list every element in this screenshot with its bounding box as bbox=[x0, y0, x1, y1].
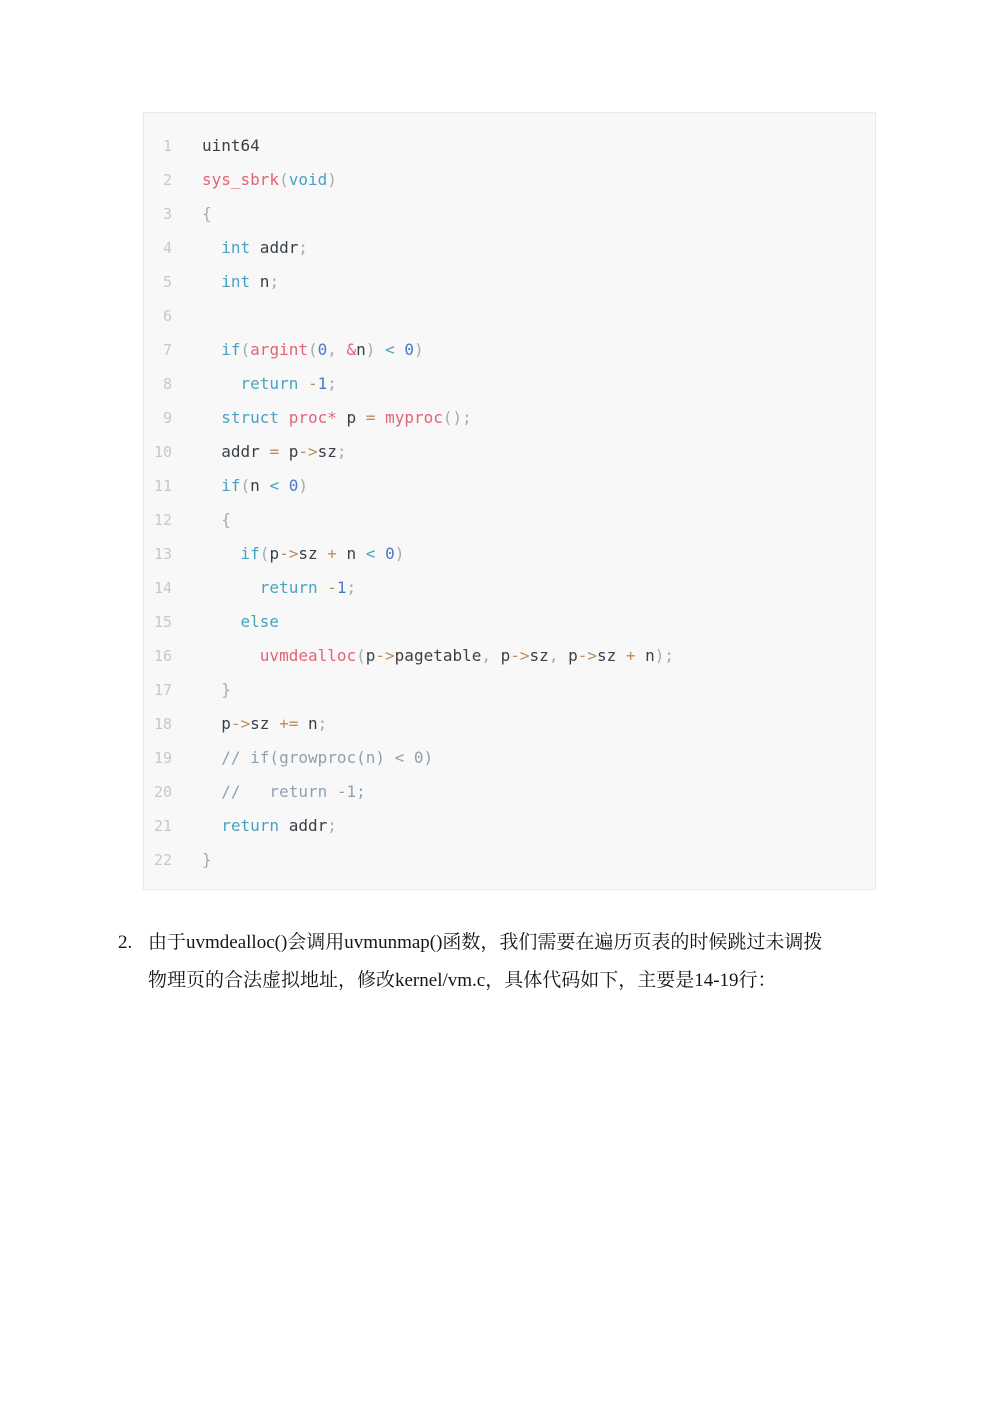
code-line bbox=[144, 741, 865, 775]
code-token: if bbox=[221, 476, 241, 495]
code-line bbox=[144, 809, 865, 843]
code-token: // if(growproc(n) < 0) bbox=[221, 748, 434, 767]
code-token bbox=[202, 748, 221, 767]
code-line bbox=[144, 435, 865, 469]
code-token bbox=[375, 408, 385, 427]
code-token bbox=[298, 374, 308, 393]
line-number: 20 bbox=[153, 783, 172, 801]
code-token: < bbox=[385, 340, 395, 359]
line-number: 3 bbox=[162, 205, 172, 223]
code-token: 1 bbox=[317, 374, 328, 393]
code-token: sys_sbrk bbox=[202, 170, 280, 189]
code-text bbox=[202, 333, 424, 367]
code-line bbox=[144, 367, 865, 401]
paragraph-line: 物理页的合法虚拟地址，修改kernel/vm.c，具体代码如下，主要是14-19行： bbox=[148, 970, 777, 991]
code-token: p bbox=[336, 408, 366, 427]
code-token: n bbox=[336, 544, 366, 563]
code-token bbox=[375, 544, 385, 563]
code-token: < bbox=[269, 476, 280, 495]
code-line bbox=[144, 775, 865, 809]
code-text bbox=[202, 673, 231, 707]
code-token bbox=[202, 408, 221, 427]
code-text bbox=[202, 367, 337, 401]
code-token: = bbox=[365, 408, 376, 427]
code-token: { bbox=[202, 204, 212, 223]
code-token: ; bbox=[336, 442, 347, 461]
code-token: 0 bbox=[404, 340, 414, 359]
code-line bbox=[144, 163, 865, 197]
line-number: 1 bbox=[162, 137, 172, 155]
code-token: argint bbox=[250, 340, 308, 359]
code-token: addr bbox=[250, 238, 299, 257]
code-line bbox=[144, 333, 865, 367]
code-token: -> bbox=[375, 646, 395, 665]
code-text bbox=[202, 741, 433, 775]
code-token: -> bbox=[298, 442, 318, 461]
code-line bbox=[144, 639, 865, 673]
code-token: sz bbox=[596, 646, 626, 665]
code-lines bbox=[144, 129, 865, 877]
line-number: 9 bbox=[162, 409, 172, 427]
code-token: ; bbox=[327, 816, 337, 835]
line-number: 14 bbox=[153, 579, 172, 597]
code-token: if bbox=[240, 544, 260, 563]
code-token: += bbox=[279, 714, 299, 733]
code-line bbox=[144, 231, 865, 265]
code-token: ; bbox=[327, 374, 337, 393]
code-line bbox=[144, 197, 865, 231]
code-token: -> bbox=[577, 646, 597, 665]
code-text bbox=[202, 843, 212, 877]
code-token: uint64 bbox=[202, 136, 260, 155]
code-token: -> bbox=[510, 646, 530, 665]
line-number: 16 bbox=[153, 647, 172, 665]
line-number: 2 bbox=[162, 171, 172, 189]
code-text bbox=[202, 469, 308, 503]
code-line bbox=[144, 673, 865, 707]
line-number: 18 bbox=[153, 715, 172, 733]
code-token: ; bbox=[298, 238, 308, 257]
code-token: if bbox=[221, 340, 241, 359]
code-token: 0 bbox=[288, 476, 299, 495]
code-token: proc* bbox=[288, 408, 337, 427]
code-token: } bbox=[221, 680, 231, 699]
code-token: n bbox=[635, 646, 655, 665]
code-token: + bbox=[327, 544, 337, 563]
code-line bbox=[144, 843, 865, 877]
code-token: int bbox=[221, 272, 251, 291]
list-item-text bbox=[148, 924, 908, 1000]
code-token bbox=[202, 238, 221, 257]
code-token: n bbox=[356, 340, 366, 359]
code-text bbox=[202, 197, 212, 231]
code-line bbox=[144, 265, 865, 299]
code-token: ( bbox=[240, 476, 251, 495]
code-block bbox=[143, 112, 876, 890]
numbered-list-item bbox=[118, 924, 908, 1000]
code-token bbox=[202, 646, 260, 665]
code-token: ) bbox=[365, 340, 376, 359]
code-token: p bbox=[500, 646, 511, 665]
code-token: uvmdealloc bbox=[259, 646, 357, 665]
code-token: n bbox=[298, 714, 318, 733]
code-token bbox=[202, 816, 221, 835]
code-token bbox=[202, 272, 221, 291]
code-token bbox=[202, 374, 241, 393]
code-line bbox=[144, 605, 865, 639]
code-token: pagetable bbox=[394, 646, 482, 665]
code-token bbox=[202, 340, 221, 359]
code-token: ; bbox=[269, 272, 280, 291]
code-token: ( bbox=[240, 340, 251, 359]
code-token: return bbox=[221, 816, 280, 835]
code-token: sz bbox=[250, 714, 280, 733]
code-text bbox=[202, 129, 260, 163]
code-token: int bbox=[221, 238, 251, 257]
code-token bbox=[202, 544, 241, 563]
code-token bbox=[375, 340, 385, 359]
code-token bbox=[202, 612, 241, 631]
code-text bbox=[202, 775, 366, 809]
code-line bbox=[144, 299, 865, 333]
code-token bbox=[279, 408, 289, 427]
code-token: 1 bbox=[336, 578, 347, 597]
code-token: n bbox=[250, 476, 270, 495]
code-token: ( bbox=[259, 544, 270, 563]
code-text bbox=[202, 503, 231, 537]
code-line bbox=[144, 469, 865, 503]
code-token: ) bbox=[298, 476, 308, 495]
code-token: p bbox=[279, 442, 299, 461]
code-token bbox=[279, 476, 289, 495]
code-token: addr bbox=[202, 442, 270, 461]
code-line bbox=[144, 571, 865, 605]
code-token: ); bbox=[654, 646, 675, 665]
code-token: ( bbox=[279, 170, 289, 189]
code-token: struct bbox=[221, 408, 280, 427]
code-token bbox=[202, 510, 221, 529]
code-text bbox=[202, 265, 279, 299]
code-text bbox=[202, 605, 279, 639]
paragraph-line: 由于uvmdealloc()会调用uvmunmap()函数，我们需要在遍历页表的时候跳过未调拨 bbox=[148, 932, 823, 953]
code-token: ( bbox=[356, 646, 366, 665]
code-token: return bbox=[259, 578, 318, 597]
code-line bbox=[144, 401, 865, 435]
code-token: } bbox=[202, 850, 212, 869]
line-number: 22 bbox=[153, 851, 172, 869]
line-number: 10 bbox=[153, 443, 172, 461]
code-text bbox=[202, 435, 347, 469]
code-token: & bbox=[346, 340, 357, 359]
code-token: ) bbox=[394, 544, 405, 563]
code-text bbox=[202, 809, 337, 843]
code-token: ; bbox=[346, 578, 357, 597]
line-number: 11 bbox=[153, 477, 172, 495]
code-token: ; bbox=[317, 714, 328, 733]
line-number: 5 bbox=[162, 273, 172, 291]
code-token: ( bbox=[307, 340, 318, 359]
code-token: void bbox=[288, 170, 328, 189]
code-token: else bbox=[240, 612, 280, 631]
line-number: 7 bbox=[162, 341, 172, 359]
line-number: 19 bbox=[153, 749, 172, 767]
code-token: ) bbox=[327, 170, 337, 189]
code-token: = bbox=[269, 442, 280, 461]
code-token: return bbox=[240, 374, 299, 393]
line-number: 21 bbox=[153, 817, 172, 835]
code-text bbox=[202, 639, 674, 673]
code-line bbox=[144, 537, 865, 571]
code-line bbox=[144, 707, 865, 741]
code-token: p bbox=[365, 646, 376, 665]
code-token: sz bbox=[317, 442, 337, 461]
code-token: 0 bbox=[317, 340, 328, 359]
code-token: sz bbox=[298, 544, 328, 563]
list-item-number: 2. bbox=[118, 932, 133, 953]
code-text bbox=[202, 571, 356, 605]
code-token: n bbox=[250, 272, 270, 291]
code-token: - bbox=[307, 374, 318, 393]
code-text bbox=[202, 231, 308, 265]
code-token: // return -1; bbox=[221, 782, 366, 801]
code-token: + bbox=[625, 646, 636, 665]
line-number: 15 bbox=[153, 613, 172, 631]
code-token bbox=[202, 782, 221, 801]
code-token: addr bbox=[279, 816, 328, 835]
line-number: 4 bbox=[162, 239, 172, 257]
code-token: sz bbox=[529, 646, 549, 665]
code-line bbox=[144, 503, 865, 537]
line-number: 17 bbox=[153, 681, 172, 699]
code-token: -> bbox=[279, 544, 299, 563]
code-token: -> bbox=[230, 714, 251, 733]
code-token: ) bbox=[414, 340, 424, 359]
line-number: 6 bbox=[162, 307, 172, 325]
code-line bbox=[144, 129, 865, 163]
code-token bbox=[395, 340, 405, 359]
line-number: 8 bbox=[162, 375, 172, 393]
code-token: < bbox=[365, 544, 376, 563]
code-token: { bbox=[221, 510, 231, 529]
code-token bbox=[202, 578, 260, 597]
code-token: , bbox=[327, 340, 347, 359]
code-token: , bbox=[481, 646, 501, 665]
code-token bbox=[318, 578, 328, 597]
line-number: 13 bbox=[153, 545, 172, 563]
code-token: - bbox=[327, 578, 337, 597]
code-token: p bbox=[269, 544, 280, 563]
line-number: 12 bbox=[153, 511, 172, 529]
code-token: (); bbox=[442, 408, 472, 427]
code-text bbox=[202, 163, 337, 197]
code-token: 0 bbox=[385, 544, 395, 563]
code-token bbox=[202, 476, 221, 495]
code-token: p bbox=[568, 646, 578, 665]
code-token: myproc bbox=[385, 408, 443, 427]
code-token bbox=[202, 680, 221, 699]
code-text bbox=[202, 401, 472, 435]
code-text bbox=[202, 537, 404, 571]
code-text bbox=[202, 707, 327, 741]
code-token: p bbox=[202, 714, 231, 733]
code-token: , bbox=[548, 646, 569, 665]
